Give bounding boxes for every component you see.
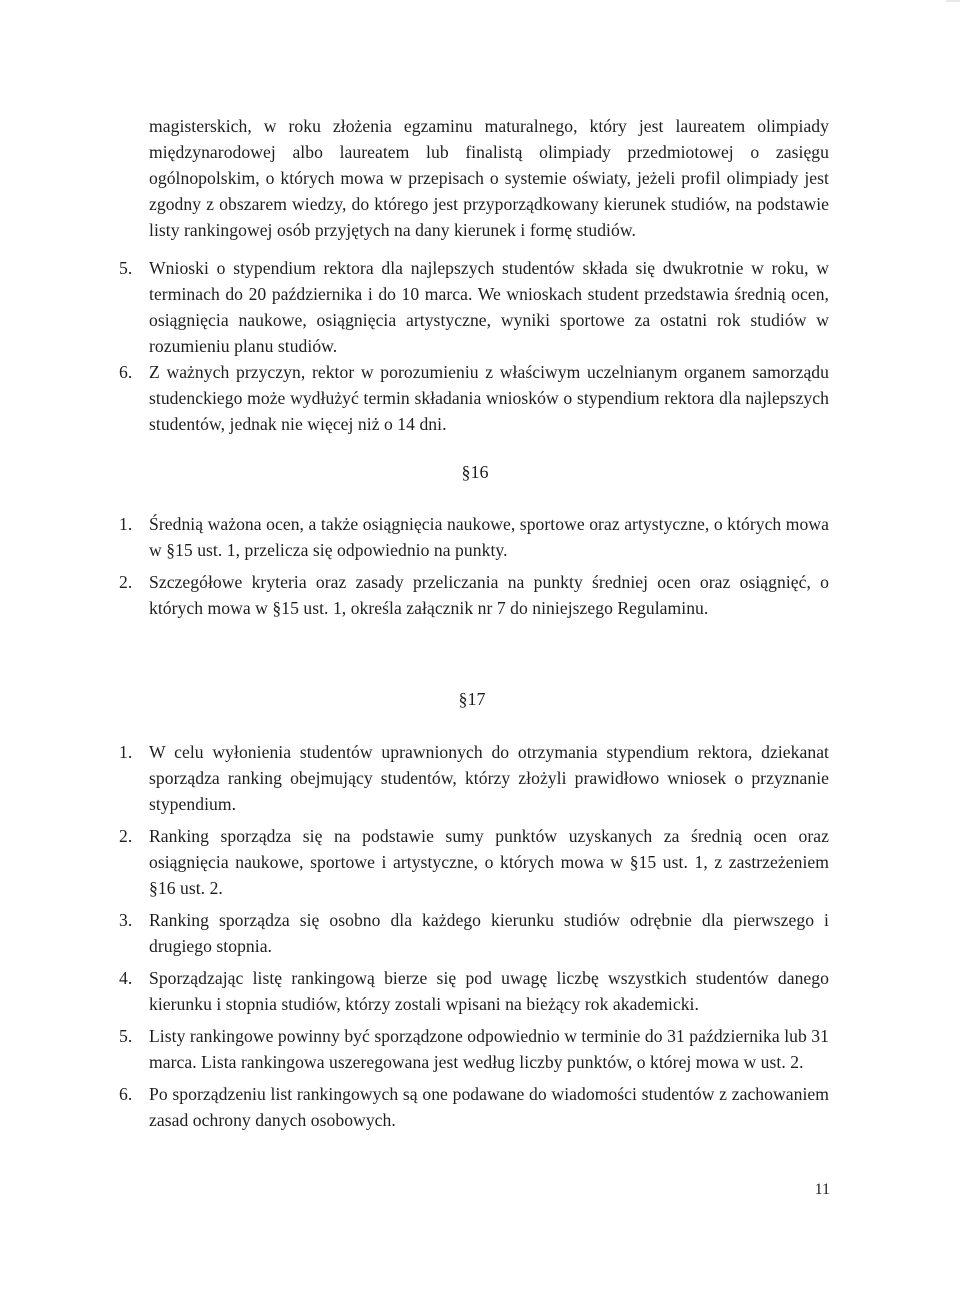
list-item [119,359,829,437]
item-number: 5. [119,1026,133,1046]
list-item [119,907,829,959]
item-text: Średnią ważona ocen, a także osiągnięcia naukowe, sportowe oraz artystyczne, o których mowa w §15 ust. 1, przelicza się odpowiednio na punkty. [149,514,829,560]
item-number: 2. [119,826,133,846]
list-item [119,965,829,1017]
item-text: Po sporządzeniu list rankingowych są one podawane do wiadomości studentów z zachowaniem zasad ochrony danych osobowych. [149,1084,829,1130]
section-15-list [119,255,829,437]
item-number: 6. [119,1084,133,1104]
item-number: 2. [119,572,133,592]
item-text: Szczegółowe kryteria oraz zasady przeliczania na punkty średniej ocen oraz osiągnięć, o których mowa w §15 ust. 1, określa załącznik nr 7 do niniejszego Regulaminu. [149,572,829,618]
section-16-heading: §16 [461,462,489,482]
list-item [119,823,829,901]
item-number: 1. [119,514,133,534]
item-text: Wnioski o stypendium rektora dla najlepszych studentów składa się dwukrotnie w roku, w terminach do 20 października i do 10 marca. We wnioskach student przedstawia średnią ocen, osiągnięcia naukowe, osiągnięcia artystyczne, wyniki sportowe za ostatni rok studiów w rozumieniu planu studiów. [149,258,829,356]
item-number: 6. [119,362,133,382]
item-number: 1. [119,742,133,762]
item-text: W celu wyłonienia studentów uprawnionych do otrzymania stypendium rektora, dziekanat sporządza ranking obejmujący studentów, którzy złożyli prawidłowo wniosek o przyznanie stypendium. [149,742,829,814]
item-number: 3. [119,910,133,930]
item-text: Z ważnych przyczyn, rektor w porozumieniu z właściwym uczelnianym organem samorządu studenckiego może wydłużyć termin składania wniosków o stypendium rektora dla najlepszych studentów, jednak nie więcej niż o 14 dni. [149,362,829,434]
list-item [119,739,829,817]
intro-paragraph: magisterskich, w roku złożenia egzaminu maturalnego, który jest laureatem olimpiady międzynarodowej albo laureatem lub finalistą olimpiady przedmiotowej o zasięgu ogólnopolskim, o których mowa w przepisach o systemie oświaty, jeżeli profil olimpiady jest zgodny z obszarem wiedzy, do którego jest przyporządkowany kierunek studiów, na podstawie listy rankingowej osób przyjętych na dany kierunek i formę studiów. [149,115,829,240]
item-number: 4. [119,968,133,988]
list-item [119,1023,829,1075]
item-text: Listy rankingowe powinny być sporządzone odpowiednio w terminie do 31 października lub 31 marca. Lista rankingowa uszeregowana jest według liczby punktów, o której mowa w ust. 2. [149,1026,829,1072]
section-16-list [119,511,829,621]
section-17-heading: §17 [458,689,486,709]
item-text: Ranking sporządza się na podstawie sumy punktów uzyskanych za średnią ocen oraz osiągnięcia naukowe, sportowe i artystyczne, o których mowa w §15 ust. 1, z zastrzeżeniem §16 ust. 2. [149,826,829,898]
page-number: 11 [814,1181,830,1198]
list-item [119,569,829,621]
item-text: Ranking sporządza się osobno dla każdego kierunku studiów odrębnie dla pierwszego i drugiego stopnia. [149,910,829,956]
item-number: 5. [119,258,133,278]
item-text: Sporządzając listę rankingową bierze się pod uwagę liczbę wszystkich studentów danego kierunku i stopnia studiów, którzy zostali wpisani na bieżący rok akademicki. [149,968,829,1014]
scan-edge-mark [946,0,960,2]
list-item [119,255,829,359]
section-17-list [119,739,829,1133]
list-item [119,1081,829,1133]
list-item [119,511,829,563]
